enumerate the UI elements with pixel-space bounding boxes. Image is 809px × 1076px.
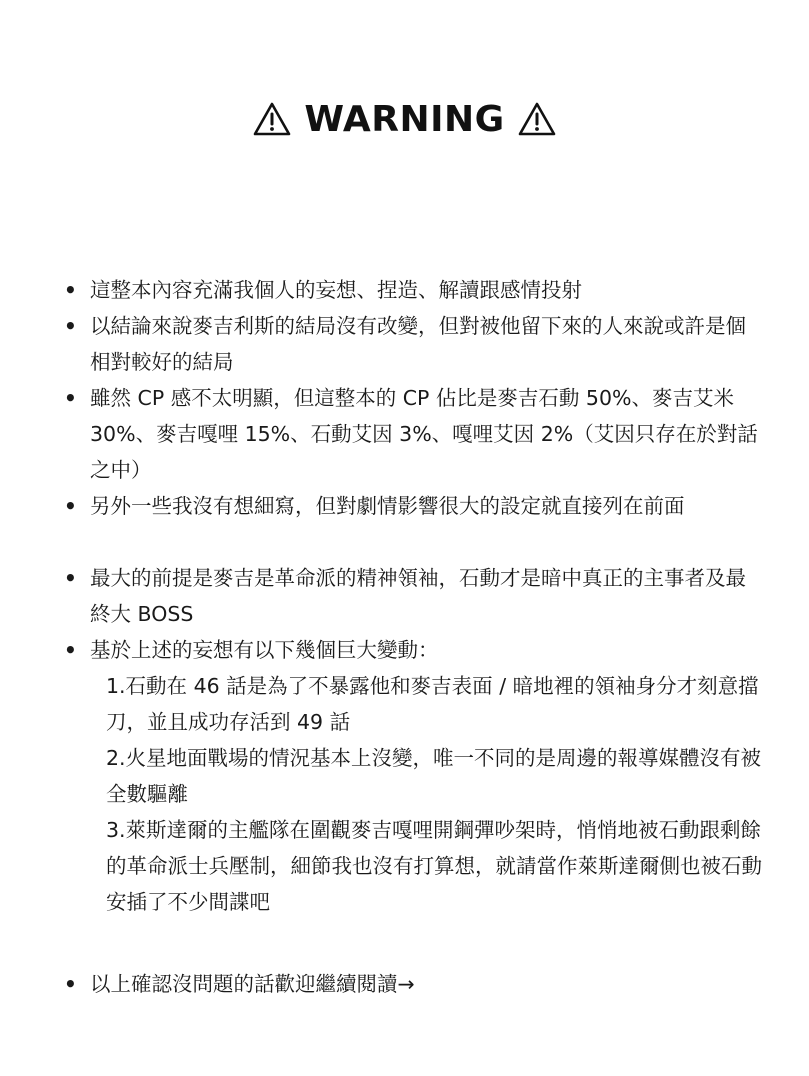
bullet-marker: • [64,972,77,996]
list-item-text: 最大的前提是麥吉是革命派的精神領袖，石動才是暗中真正的主事者及最終大 BOSS [90,566,746,626]
warning-triangle-icon [252,101,292,137]
list-item-text: 以結論來說麥吉利斯的結局沒有改變，但對被他留下來的人來說或許是個相對較好的結局 [90,314,746,374]
sub-item: 2.火星地面戰場的情況基本上沒變，唯一不同的是周邊的報導媒體沒有被全數驅離 [106,746,762,806]
page-title: WARNING [304,98,505,140]
section-gap [64,920,764,966]
list-item [64,966,764,1002]
bullet-marker: • [64,314,77,338]
bullet-marker: • [64,386,77,410]
sub-item: 1.石動在 46 話是為了不暴露他和麥吉表面 / 暗地裡的領袖身分才刻意擋刀，並且成功存活到 49 話 [106,674,759,734]
list-item-text: 基於上述的妄想有以下幾個巨大變動： [90,638,439,662]
list-item [64,380,764,488]
warning-title [0,94,809,144]
list-item [64,308,764,380]
list-item [64,632,764,668]
bullet-marker: • [64,278,77,302]
list-item-text: 另外一些我沒有想細寫，但對劇情影響很大的設定就直接列在前面 [90,494,685,518]
sub-item: 3.萊斯達爾的主艦隊在圍觀麥吉嘎哩開鋼彈吵架時，悄悄地被石動跟剩餘的革命派士兵壓制，細節我也沒有打算想，就請當作萊斯達爾側也被石動安插了不少間諜吧 [106,818,762,914]
bullet-marker: • [64,566,77,590]
bullet-marker: • [64,494,77,518]
closing-text: 以上確認沒問題的話歡迎繼續閱讀→ [90,972,415,996]
warning-triangle-icon [517,101,557,137]
list-item [64,560,764,632]
warning-content [64,272,764,1002]
list-item-text: 這整本內容充滿我個人的妄想、捏造、解讀跟感情投射 [90,278,582,302]
list-item-text: 雖然 CP 感不太明顯，但這整本的 CP 佔比是麥吉石動 50%、麥吉艾米 30%、麥吉嘎哩 15%、石動艾因 3%、嘎哩艾因 2%（艾因只存在於對話之中） [90,386,758,482]
section-gap [64,524,764,560]
bullet-marker: • [64,638,77,662]
list-item [64,272,764,308]
list-item [64,488,764,524]
